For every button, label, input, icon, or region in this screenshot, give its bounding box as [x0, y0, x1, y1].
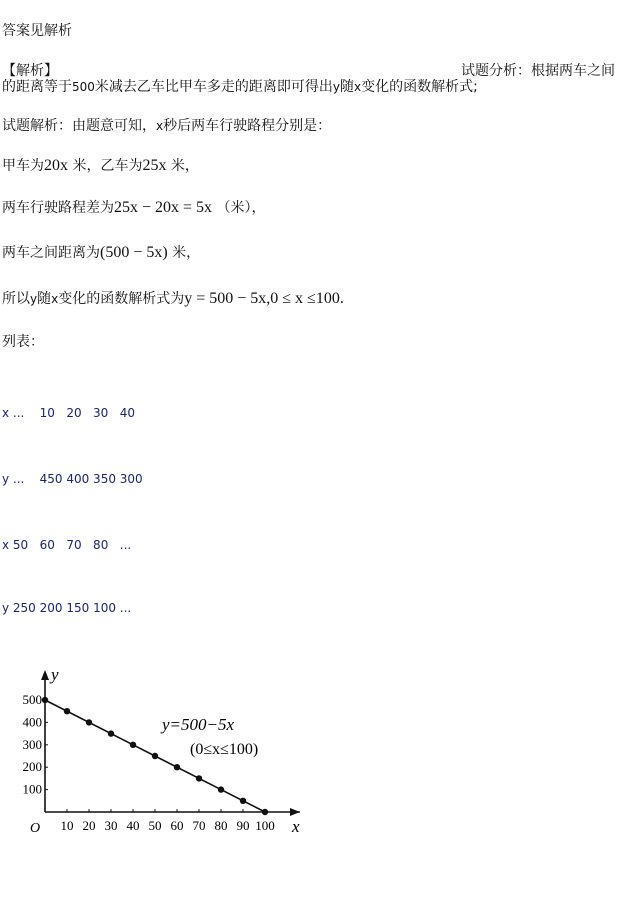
analysis-text-a: 的距离等于	[2, 79, 72, 95]
analysis-var-x: x	[354, 80, 362, 94]
analysis-text-d: 变化的函数解析式;	[361, 79, 478, 95]
data-point-4	[130, 742, 136, 748]
x-tick-label-6: 70	[192, 818, 206, 833]
data-point-2	[86, 719, 92, 725]
graph-annotation-domain: (0≤x≤100)	[190, 741, 259, 758]
function-math: y = 500 − 5x,0 ≤ x ≤100.	[184, 290, 344, 307]
y-axis-label: y	[51, 665, 59, 684]
speeds-math-20x: 20x	[44, 157, 68, 174]
x-tick-label-9: 100	[255, 818, 275, 833]
distance-math: (500 − 5x)	[100, 244, 168, 261]
analysis-text-b: 米减去乙车比甲车多走的距离即可得出	[94, 79, 333, 95]
analysis-number-500: 500	[72, 80, 95, 94]
speeds-text-a: 甲车为	[2, 158, 44, 174]
data-point-6	[174, 764, 180, 770]
speeds-math-25x: 25x	[142, 157, 167, 174]
function-text-b: 随	[37, 291, 52, 307]
table-row-y-2: y 250 200 150 100 ...	[2, 601, 132, 615]
distance-text-a: 两车之间距离为	[2, 245, 100, 261]
speeds-line	[2, 155, 199, 175]
origin-label: O	[30, 821, 41, 836]
speeds-text-b: 米，乙车为	[68, 158, 143, 174]
data-point-10	[262, 809, 268, 815]
data-point-1	[64, 708, 70, 714]
answer-heading: 答案见解析	[2, 23, 72, 39]
x-tick-label-8: 90	[236, 818, 250, 833]
analysis-tag: 【解析】	[2, 63, 58, 79]
y-axis-arrow	[41, 670, 49, 680]
table-label: 列表：	[2, 334, 44, 350]
function-var-x: x	[51, 292, 59, 306]
speeds-text-c: 米，	[166, 158, 199, 174]
x-tick-label-3: 40	[126, 818, 140, 833]
distance-text-b: 米，	[167, 245, 201, 261]
data-point-8	[218, 786, 224, 792]
data-point-7	[196, 775, 202, 781]
difference-line	[2, 197, 266, 217]
x-tick-label-2: 30	[104, 818, 118, 833]
x-tick-label-4: 50	[148, 818, 162, 833]
analysis-right-text: 试题分析：根据两车之间	[461, 63, 615, 79]
function-text-a: 所以	[2, 291, 30, 307]
x-tick-label-7: 80	[214, 818, 228, 833]
difference-text-b: （米），	[212, 200, 266, 216]
table-row-y-1: y ... 450 400 350 300	[2, 472, 143, 486]
function-text-c: 变化的函数解析式为	[58, 291, 185, 307]
function-line	[2, 288, 344, 308]
data-point-5	[152, 753, 158, 759]
y-tick-label-4: 500	[22, 692, 42, 707]
function-graph	[0, 660, 320, 840]
data-point-3	[108, 730, 114, 736]
table-row-x-2: x 50 60 70 80 ...	[2, 538, 132, 552]
x-tick-label-1: 20	[82, 818, 96, 833]
y-tick-label-0: 100	[22, 781, 42, 797]
x-tick-label-5: 60	[170, 818, 184, 833]
solution-var-x: x	[156, 119, 164, 133]
x-axis-arrow	[290, 808, 300, 816]
y-tick-label-2: 300	[22, 736, 42, 752]
difference-text-a: 两车行驶路程差为	[2, 200, 114, 216]
solution-text-b: 秒后两车行驶路程分别是：	[163, 118, 332, 134]
analysis-text-c: 随	[340, 79, 355, 95]
y-tick-label-3: 400	[22, 714, 42, 730]
analysis-line-2	[2, 76, 478, 96]
analysis-var-y: y	[332, 80, 341, 94]
distance-line	[2, 242, 200, 262]
data-point-0	[42, 697, 48, 703]
data-point-9	[240, 798, 246, 804]
x-axis-label: x	[292, 817, 300, 836]
x-tick-label-0: 10	[60, 818, 74, 833]
function-var-y: y	[30, 292, 38, 306]
difference-math: 25x − 20x = 5x	[114, 199, 213, 216]
y-tick-label-1: 200	[22, 759, 42, 775]
solution-intro	[2, 115, 331, 135]
graph-annotation-equation: y=500−5x	[162, 715, 235, 734]
solution-text-a: 试题解析：由题意可知，	[2, 118, 156, 134]
table-row-x-1: x ... 10 20 30 40	[2, 406, 136, 420]
